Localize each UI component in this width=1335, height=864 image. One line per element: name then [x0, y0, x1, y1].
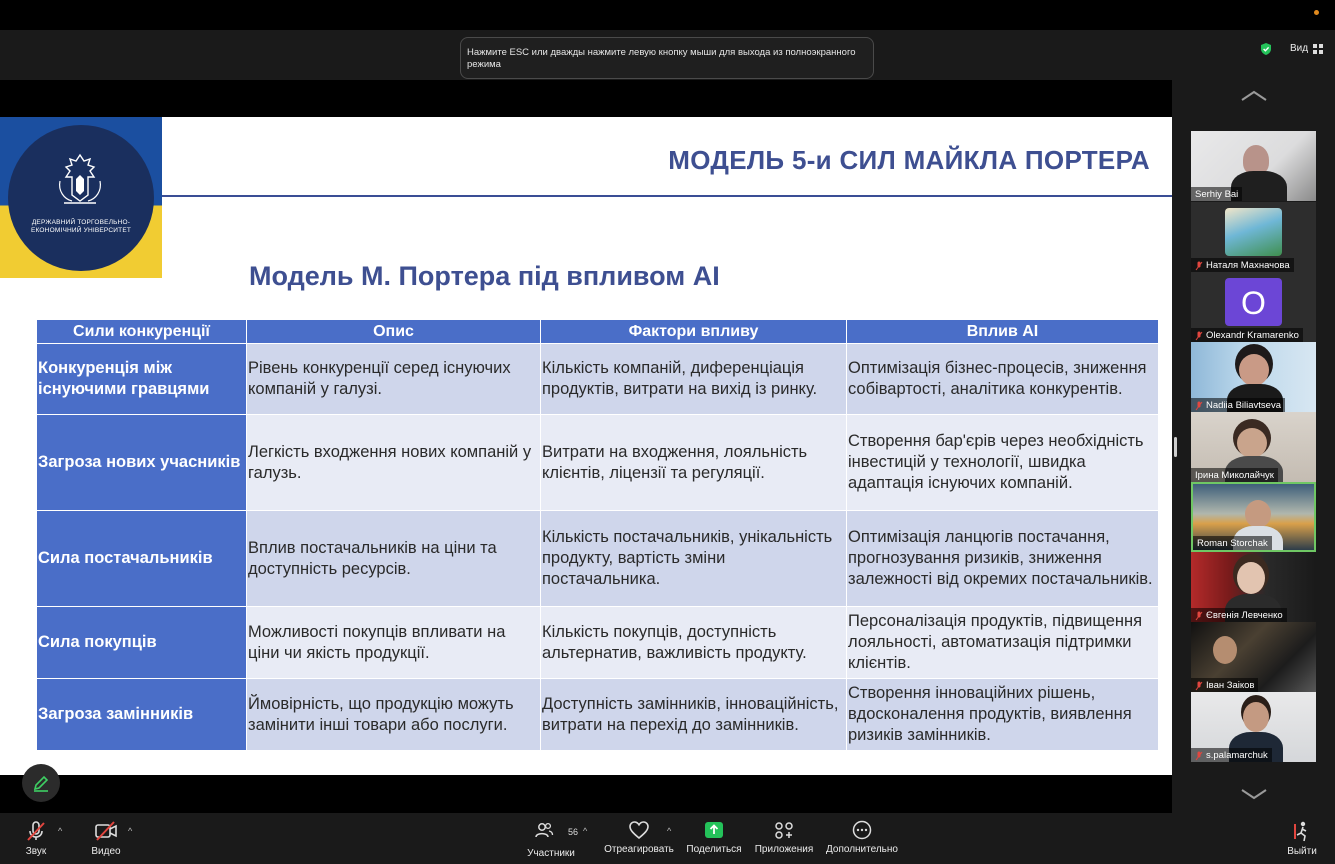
person-silhouette	[1243, 702, 1269, 732]
profile-picture	[1225, 208, 1282, 256]
person-silhouette	[1245, 500, 1271, 528]
audio-button[interactable]	[20, 820, 52, 857]
recording-indicator-dot	[1314, 10, 1319, 15]
muted-mic-icon	[1195, 681, 1203, 691]
muted-mic-icon	[1195, 751, 1203, 761]
os-top-bar	[0, 0, 1335, 30]
muted-mic-icon	[1195, 331, 1203, 341]
audio-label: Звук	[25, 846, 47, 857]
audio-options-caret[interactable]: ^	[58, 826, 63, 836]
participant-name: s.palamarchuk	[1206, 750, 1268, 761]
force-cell: Загроза нових учасників	[37, 415, 247, 511]
participant-tile-active-speaker[interactable]	[1191, 482, 1316, 552]
participant-name-tag	[1191, 328, 1303, 342]
participant-name-tag	[1191, 468, 1278, 482]
participant-name: Іван Заіков	[1206, 680, 1255, 691]
column-header: Опис	[247, 320, 541, 344]
slide-title: МОДЕЛЬ 5-и СИЛ МАЙКЛА ПОРТЕРА	[668, 145, 1150, 175]
table-row	[37, 344, 1159, 415]
table-row	[37, 607, 1159, 679]
participant-name-tag	[1191, 398, 1285, 412]
person-silhouette	[1239, 354, 1269, 386]
table-cell: Створення бар'єрів через необхідність інвестицій у технології, швидка адаптація існуючих компаній.	[847, 415, 1159, 511]
university-logo-block	[0, 117, 162, 278]
video-label: Видео	[91, 846, 121, 857]
participant-name: Serhiy Bai	[1195, 189, 1239, 200]
participants-count: 56	[567, 827, 578, 837]
person-silhouette	[1213, 636, 1237, 664]
table-cell: Можливості покупців впливати на ціни чи якість продукції.	[247, 607, 541, 679]
table-cell: Доступність замінників, інноваційність, витрати на перехід до замінників.	[541, 679, 847, 751]
table-cell: Витрати на входження, лояльність клієнтів, ліцензії та регуляції.	[541, 415, 847, 511]
participant-tile[interactable]	[1191, 412, 1316, 482]
apps-icon	[773, 820, 795, 840]
table-header-row	[37, 320, 1159, 344]
table-cell: Оптимізація ланцюгів постачання, прогнозування ризиків, зниження залежності від окремих постачальників.	[847, 511, 1159, 607]
heart-icon	[628, 820, 650, 840]
more-label: Дополнительно	[826, 844, 898, 855]
force-cell: Сила покупців	[37, 607, 247, 679]
pencil-icon	[31, 773, 51, 793]
participant-name: Roman Storchak	[1197, 538, 1268, 549]
initial-avatar: O	[1225, 278, 1282, 326]
force-cell: Конкуренція між існуючими гравцями	[37, 344, 247, 415]
muted-mic-icon	[1195, 261, 1203, 271]
table-cell: Кількість покупців, доступність альтернатив, важливість продукту.	[541, 607, 847, 679]
reactions-button[interactable]	[602, 820, 676, 855]
participants-label: Участники	[527, 848, 575, 859]
table-cell: Кількість постачальників, унікальність продукту, вартість зміни постачальника.	[541, 511, 847, 607]
porter-forces-table	[36, 319, 1159, 751]
video-button[interactable]	[88, 820, 124, 857]
participant-tile[interactable]	[1191, 622, 1316, 692]
table-cell: Кількість компаній, диференціація продуктів, витрати на вихід із ринку.	[541, 344, 847, 415]
participant-tile[interactable]	[1191, 131, 1316, 201]
university-logo-circle	[8, 125, 154, 271]
participants-icon	[534, 820, 554, 840]
share-screen-button[interactable]	[686, 820, 742, 855]
column-header: Фактори впливу	[541, 320, 847, 344]
chevron-down-icon[interactable]	[1240, 788, 1268, 800]
leave-label: Выйти	[1287, 846, 1317, 857]
participant-tile[interactable]	[1191, 342, 1316, 412]
slide-subtitle: Модель М. Портера під впливом AI	[249, 261, 720, 291]
participant-name: Євгенія Левченко	[1206, 610, 1283, 621]
participant-tile[interactable]	[1191, 272, 1316, 342]
muted-microphone-icon	[25, 820, 47, 842]
table-cell: Створення інноваційних рішень, вдосконалення продуктів, виявлення ризиків замінників.	[847, 679, 1159, 751]
table-row	[37, 679, 1159, 751]
table-cell: Легкість входження нових компаній у галузь.	[247, 415, 541, 511]
table-row	[37, 511, 1159, 607]
muted-mic-icon	[1195, 401, 1203, 411]
table-cell: Ймовірність, що продукцію можуть замінити інші товари або послуги.	[247, 679, 541, 751]
sidebar-scrollbar[interactable]	[1174, 437, 1177, 457]
encryption-shield-icon[interactable]	[1259, 42, 1273, 56]
video-options-caret[interactable]: ^	[128, 826, 133, 836]
column-header: Сили конкуренції	[37, 320, 247, 344]
participant-name: Olexandr Kramarenko	[1206, 330, 1299, 341]
table-cell: Вплив постачальників на ціни та доступність ресурсів.	[247, 511, 541, 607]
share-screen-icon	[703, 820, 725, 840]
grid-view-icon	[1313, 44, 1323, 54]
coat-of-arms-icon	[54, 151, 106, 209]
reactions-options-caret[interactable]: ^	[667, 826, 672, 836]
apps-label: Приложения	[754, 844, 814, 855]
participant-tile[interactable]	[1191, 202, 1316, 272]
participant-name-tag	[1191, 678, 1258, 692]
share-label: Поделиться	[686, 844, 742, 855]
leave-button[interactable]	[1284, 820, 1320, 857]
leave-icon	[1291, 820, 1313, 842]
participant-name-tag	[1191, 187, 1242, 201]
view-button[interactable]	[1290, 43, 1323, 54]
more-icon	[851, 820, 873, 840]
participant-name-tag	[1191, 608, 1287, 622]
chevron-up-icon[interactable]	[1240, 90, 1268, 102]
apps-button[interactable]	[754, 820, 814, 855]
participants-button[interactable]	[524, 820, 578, 859]
reactions-label: Отреагировать	[604, 844, 674, 855]
person-silhouette	[1237, 562, 1265, 594]
table-cell: Персоналізація продуктів, підвищення лояльності, автоматизація підтримки клієнтів.	[847, 607, 1159, 679]
force-cell: Сила постачальників	[37, 511, 247, 607]
presentation-slide	[0, 117, 1172, 775]
participant-tile[interactable]	[1191, 552, 1316, 622]
university-name: ДЕРЖАВНИЙ ТОРГОВЕЛЬНО-ЕКОНОМІЧНИЙ УНІВЕРСИТЕТ	[30, 219, 132, 234]
participant-name-tag	[1191, 748, 1272, 762]
participant-name-tag	[1191, 258, 1294, 272]
more-button[interactable]	[824, 820, 900, 855]
view-label: Вид	[1290, 43, 1309, 54]
participant-name: Наталя Махначова	[1206, 260, 1290, 271]
participant-name-tag	[1193, 536, 1272, 550]
force-cell: Загроза замінників	[37, 679, 247, 751]
table-row	[37, 415, 1159, 511]
video-off-icon	[94, 820, 118, 842]
participant-name: Nadiia Biliavtseva	[1206, 400, 1281, 411]
person-silhouette	[1237, 428, 1267, 458]
muted-mic-icon	[1195, 611, 1203, 621]
participant-tile[interactable]	[1191, 692, 1316, 762]
column-header: Вплив AI	[847, 320, 1159, 344]
participants-options-caret[interactable]: ^	[583, 826, 588, 836]
table-cell: Оптимізація бізнес-процесів, зниження собівартості, аналітика конкурентів.	[847, 344, 1159, 415]
fullscreen-exit-toast: Нажмите ESC или дважды нажмите левую кнопку мыши для выхода из полноэкранного режима	[460, 37, 874, 79]
annotate-button[interactable]	[22, 764, 60, 802]
title-divider	[162, 195, 1172, 197]
participant-name: Ірина Миколайчук	[1195, 470, 1274, 481]
table-cell: Рівень конкуренції серед існуючих компаній у галузі.	[247, 344, 541, 415]
